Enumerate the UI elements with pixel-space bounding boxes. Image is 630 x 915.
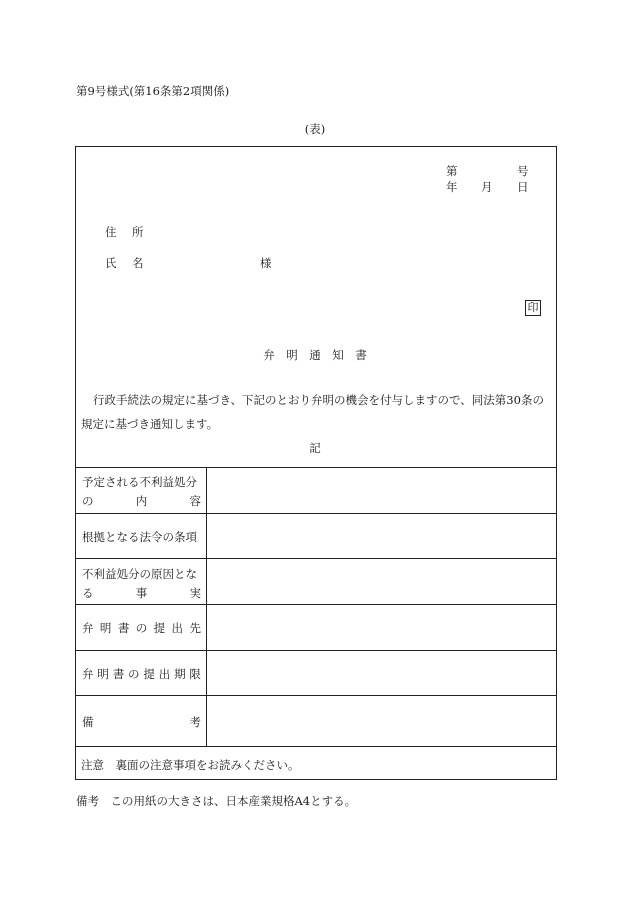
ki-label: 記 bbox=[309, 441, 321, 455]
address-label: 住 所 bbox=[105, 225, 146, 239]
number-suffix: 号 bbox=[517, 164, 529, 178]
honorific-sama: 様 bbox=[260, 256, 272, 270]
notice-text: 注意 裏面の注意事項をお読みください。 bbox=[81, 758, 300, 772]
row-label-submission-destination: 弁 明 書 の 提 出 先 bbox=[82, 621, 201, 635]
row-label-legal-basis: 根拠となる法令の条項 bbox=[82, 530, 197, 544]
document-title: 弁 明 通 知 書 bbox=[263, 348, 367, 362]
seal-mark: 印 bbox=[525, 300, 541, 316]
form-number-title: 第9号様式(第16条第2項関係) bbox=[76, 84, 230, 98]
body-text-line1: 行政手続法の規定に基づき、下記のとおり弁明の機会を付与しますので、同法第30条の bbox=[93, 393, 544, 407]
row-label-planned-disposition: 予定される不利益処分 の 内 容 bbox=[82, 475, 201, 508]
table-line bbox=[75, 746, 557, 747]
date-month: 月 bbox=[481, 180, 493, 194]
table-line bbox=[75, 650, 557, 651]
form-frame bbox=[75, 146, 557, 780]
footnote-text: 備考 この用紙の大きさは、日本産業規格A4とする。 bbox=[76, 794, 357, 808]
row-label-submission-deadline: 弁 明 書 の 提 出 期 限 bbox=[82, 667, 201, 681]
table-line bbox=[75, 513, 557, 514]
row-label-cause-facts: 不利益処分の原因とな る 事 実 bbox=[82, 567, 201, 600]
body-text-line2: 規定に基づき通知します。 bbox=[81, 417, 219, 431]
date-day: 日 bbox=[517, 180, 529, 194]
table-line bbox=[75, 558, 557, 559]
table-line bbox=[75, 695, 557, 696]
date-year: 年 bbox=[446, 180, 458, 194]
row-label-remarks: 備 考 bbox=[82, 715, 201, 729]
side-label: (表) bbox=[304, 122, 326, 136]
table-column-divider bbox=[206, 467, 207, 746]
table-line bbox=[75, 604, 557, 605]
number-prefix: 第 bbox=[446, 164, 458, 178]
table-top-line bbox=[75, 467, 557, 468]
name-label: 氏 名 bbox=[105, 256, 146, 270]
